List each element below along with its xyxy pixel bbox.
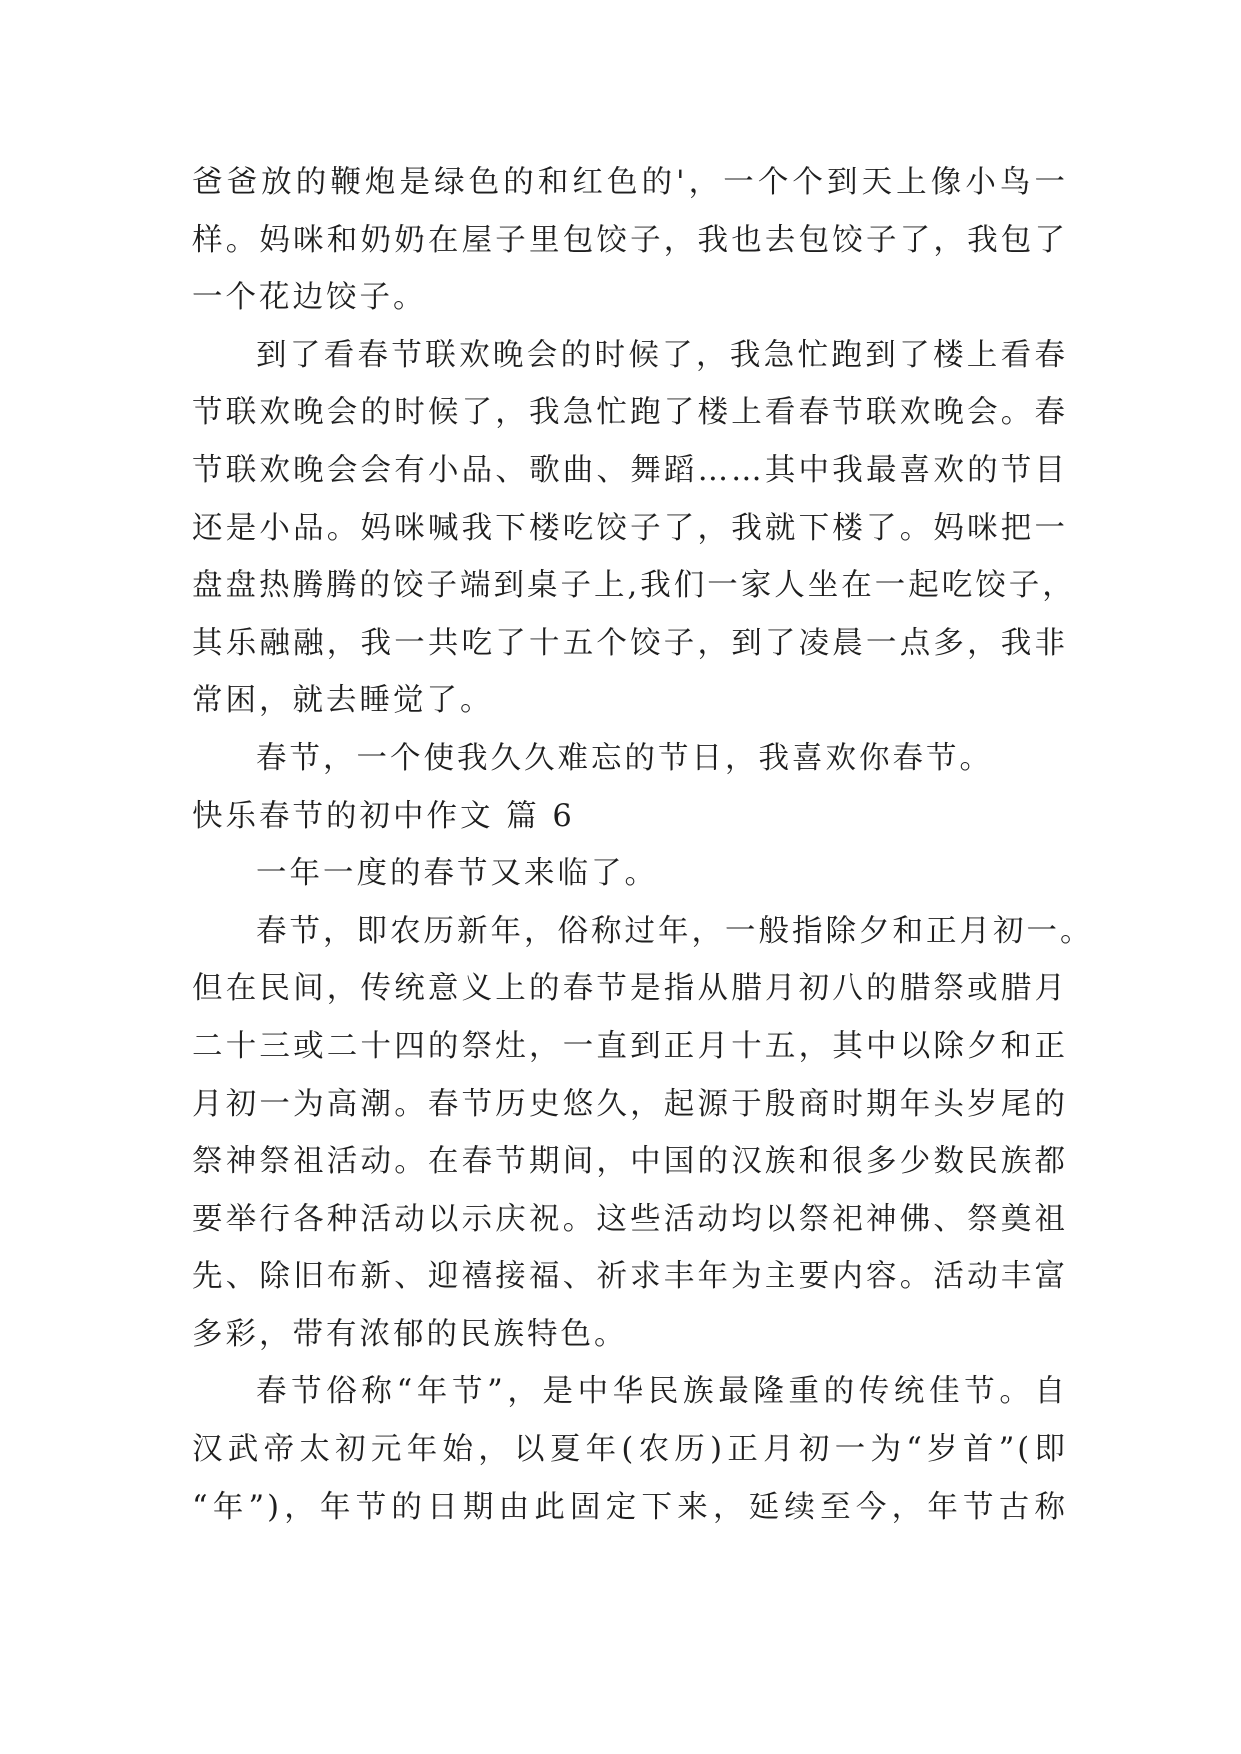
- text-line: 汉武帝太初元年始，以夏年(农历)正月初一为“岁首”(即: [192, 1432, 1068, 1468]
- text-line: 爸爸放的鞭炮是绿色的和红色的'，一个个到天上像小鸟一: [192, 165, 1068, 200]
- text-line: 月初一为高潮。春节历史悠久，起源于殷商时期年头岁尾的: [192, 1086, 1068, 1122]
- text-line: 盘盘热腾腾的饺子端到桌子上,我们一家人坐在一起吃饺子，: [192, 568, 1076, 604]
- text-line: 春节，即农历新年，俗称过年，一般指除夕和正月初一。: [256, 913, 1094, 949]
- section-heading: 快乐春节的初中作文 篇 6: [192, 798, 575, 834]
- document-body: [192, 154, 1094, 1536]
- text-line: 二十三或二十四的祭灶，一直到正月十五，其中以除夕和正: [192, 1028, 1068, 1064]
- text-line: 样。妈咪和奶奶在屋子里包饺子，我也去包饺子了，我包了: [192, 222, 1068, 258]
- text-line: 春节，一个使我久久难忘的节日，我喜欢你春节。: [256, 740, 993, 776]
- text-line: 其乐融融，我一共吃了十五个饺子，到了凌晨一点多，我非: [192, 625, 1068, 661]
- text-line: 到了看春节联欢晚会的时候了，我急忙跑到了楼上看春: [256, 337, 1068, 373]
- text-line: 还是小品。妈咪喊我下楼吃饺子了，我就下楼了。妈咪把一: [192, 510, 1068, 546]
- text-line: 一个花边饺子。: [192, 280, 427, 316]
- text-line: 祭神祭祖活动。在春节期间，中国的汉族和很多少数民族都: [192, 1144, 1068, 1180]
- text-line: 多彩，带有浓郁的民族特色。: [192, 1316, 628, 1352]
- text-line: 要举行各种活动以示庆祝。这些活动均以祭祀神佛、祭奠祖: [192, 1201, 1068, 1237]
- text-line: 节联欢晚会的时候了，我急忙跑了楼上看春节联欢晚会。春: [192, 395, 1068, 431]
- text-line: 常困，就去睡觉了。: [192, 683, 494, 719]
- text-line: 但在民间，传统意义上的春节是指从腊月初八的腊祭或腊月: [192, 971, 1068, 1007]
- text-line: “年”)，年节的日期由此固定下来，延续至今，年节古称: [192, 1489, 1068, 1525]
- text-line: 节联欢晚会会有小品、歌曲、舞蹈……其中我最喜欢的节目: [192, 452, 1068, 488]
- text-line: 先、除旧布新、迎禧接福、祈求丰年为主要内容。活动丰富: [192, 1259, 1068, 1295]
- text-line: 春节俗称“年节”，是中华民族最隆重的传统佳节。自: [256, 1374, 1068, 1410]
- text-line: 一年一度的春节又来临了。: [256, 856, 658, 892]
